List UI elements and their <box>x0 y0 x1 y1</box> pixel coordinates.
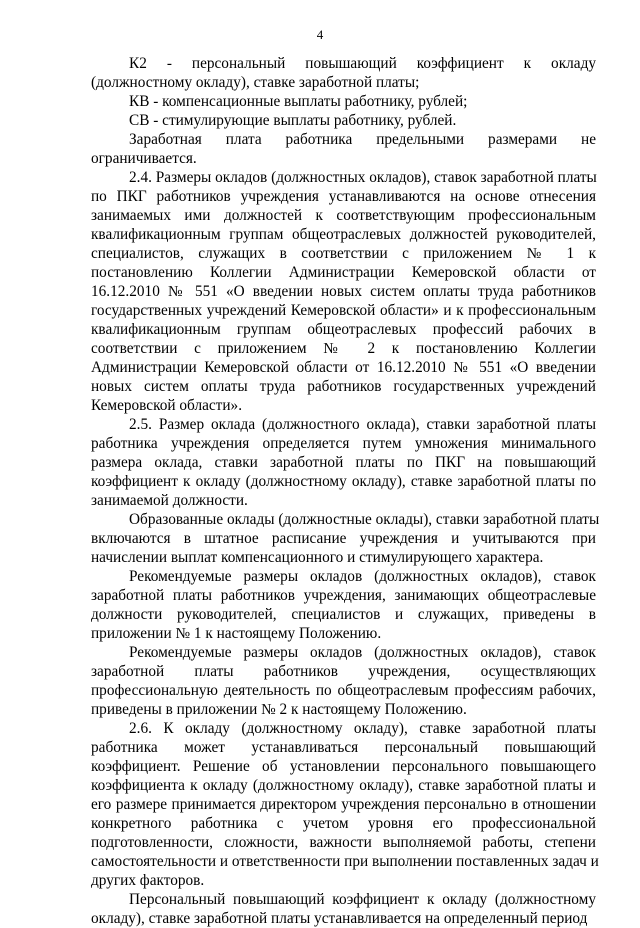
text-line: специалистов, служащих в соответствии с приложением № 1 к <box>91 245 596 262</box>
text-line: постановлению Коллегии Администрации Кемеровской области от <box>91 264 596 281</box>
text-line: занимаемых ими должностей к соответствующим профессиональным <box>91 207 596 224</box>
text-line: Кемеровской области». <box>91 397 243 414</box>
text-line: заработной платы работников учреждения, осуществляющих <box>91 663 596 680</box>
text-line: подготовленности, сложности, важности выполняемой работы, степени <box>91 834 596 851</box>
paragraph-p2_6 <box>91 719 599 890</box>
text-line: его размере принимается директором учреждения персонально в отношении <box>91 796 596 813</box>
text-line: 16.12.2010 № 551 «О введении новых систем оплаты труда работников <box>91 283 596 300</box>
paragraph-p2_5 <box>91 415 596 510</box>
text-line: КВ - компенсационные выплаты работнику, рублей; <box>129 93 468 110</box>
text-line: Заработная плата работника предельными размерами не <box>129 131 596 148</box>
text-line: других факторов. <box>91 872 205 889</box>
text-line: Администрации Кемеровской области от 16.12.2010 № 551 «О введении <box>91 359 596 376</box>
paragraph-sv <box>91 111 596 130</box>
text-line: новых систем оплаты труда работников государственных учреждений <box>91 378 596 395</box>
text-line: Рекомендуемые размеры окладов (должностных окладов), ставок <box>129 568 596 585</box>
paragraph-zp <box>91 130 596 168</box>
text-line: самостоятельности и ответственности при выполнении поставленных задач и <box>91 853 599 870</box>
text-line: по ПКГ работников учреждения устанавливаются на основе отнесения <box>91 188 596 205</box>
page-number: 4 <box>316 27 324 42</box>
paragraph-rek1 <box>91 567 596 643</box>
text-line: конкретного работника с учетом уровня его профессиональной <box>91 815 596 832</box>
paragraph-obraz <box>91 510 600 567</box>
text-line: (должностному окладу), ставке заработной платы; <box>91 74 420 91</box>
text-line: окладу), ставке заработной платы устанавливается на определенный период <box>91 910 588 927</box>
text-line: Персональный повышающий коэффициент к окладу (должностному <box>129 891 596 908</box>
text-line: приведены в приложении № 2 к настоящему Положению. <box>91 701 467 718</box>
text-line: коэффициента к окладу (должностному окладу), ставке заработной платы и <box>91 777 596 794</box>
text-line: квалификационным группам общеотраслевых должностей руководителей, <box>91 226 596 243</box>
text-line: 2.6. К окладу (должностному окладу), ставке заработной платы <box>129 720 596 737</box>
text-line: государственных учреждений Кемеровской области» и к профессиональным <box>91 302 596 319</box>
text-line: профессиональную деятельность по общеотраслевым профессиям рабочих, <box>91 682 596 699</box>
text-line: работника учреждения определяется путем умножения минимального <box>91 435 596 452</box>
text-line: включаются в штатное расписание учреждения и учитываются при <box>91 530 596 547</box>
text-line: СВ - стимулирующие выплаты работнику, рублей. <box>129 112 457 129</box>
paragraph-pers <box>91 890 596 928</box>
text-line: начислении выплат компенсационного и стимулирующего характера. <box>91 549 544 566</box>
text-line: ограничивается. <box>91 150 197 167</box>
text-line: коэффициент к окладу (должностному окладу), ставке заработной платы по <box>91 473 596 490</box>
text-line: соответствии с приложением № 2 к постановлению Коллегии <box>91 340 596 357</box>
text-line: 2.4. Размеры окладов (должностных окладов), ставок заработной платы <box>129 169 597 186</box>
paragraph-k2 <box>91 54 596 92</box>
text-line: работника может устанавливаться персональный повышающий <box>91 739 596 756</box>
text-line: 2.5. Размер оклада (должностного оклада), ставки заработной платы <box>129 416 596 433</box>
text-line: Образованные оклады (должностные оклады), ставки заработной платы <box>129 511 600 528</box>
text-line: заработной платы работников учреждения, занимающих общеотраслевые <box>91 587 596 604</box>
text-line: размера оклада, ставки заработной платы по ПКГ на повышающий <box>91 454 596 471</box>
paragraph-rek2 <box>91 643 596 719</box>
text-line: К2 - персональный повышающий коэффициент к окладу <box>129 55 596 72</box>
text-line: приложении № 1 к настоящему Положению. <box>91 625 382 642</box>
text-line: должности руководителей, специалистов и служащих, приведены в <box>91 606 596 623</box>
document-body <box>91 54 600 928</box>
paragraph-kv <box>91 92 596 111</box>
text-line: Рекомендуемые размеры окладов (должностных окладов), ставок <box>129 644 596 661</box>
text-line: занимаемой должности. <box>91 492 248 509</box>
paragraph-p2_4 <box>91 168 596 415</box>
text-line: квалификационным группам общеотраслевых профессий рабочих в <box>91 321 596 338</box>
text-line: коэффициент. Решение об установлении персонального повышающего <box>91 758 596 775</box>
